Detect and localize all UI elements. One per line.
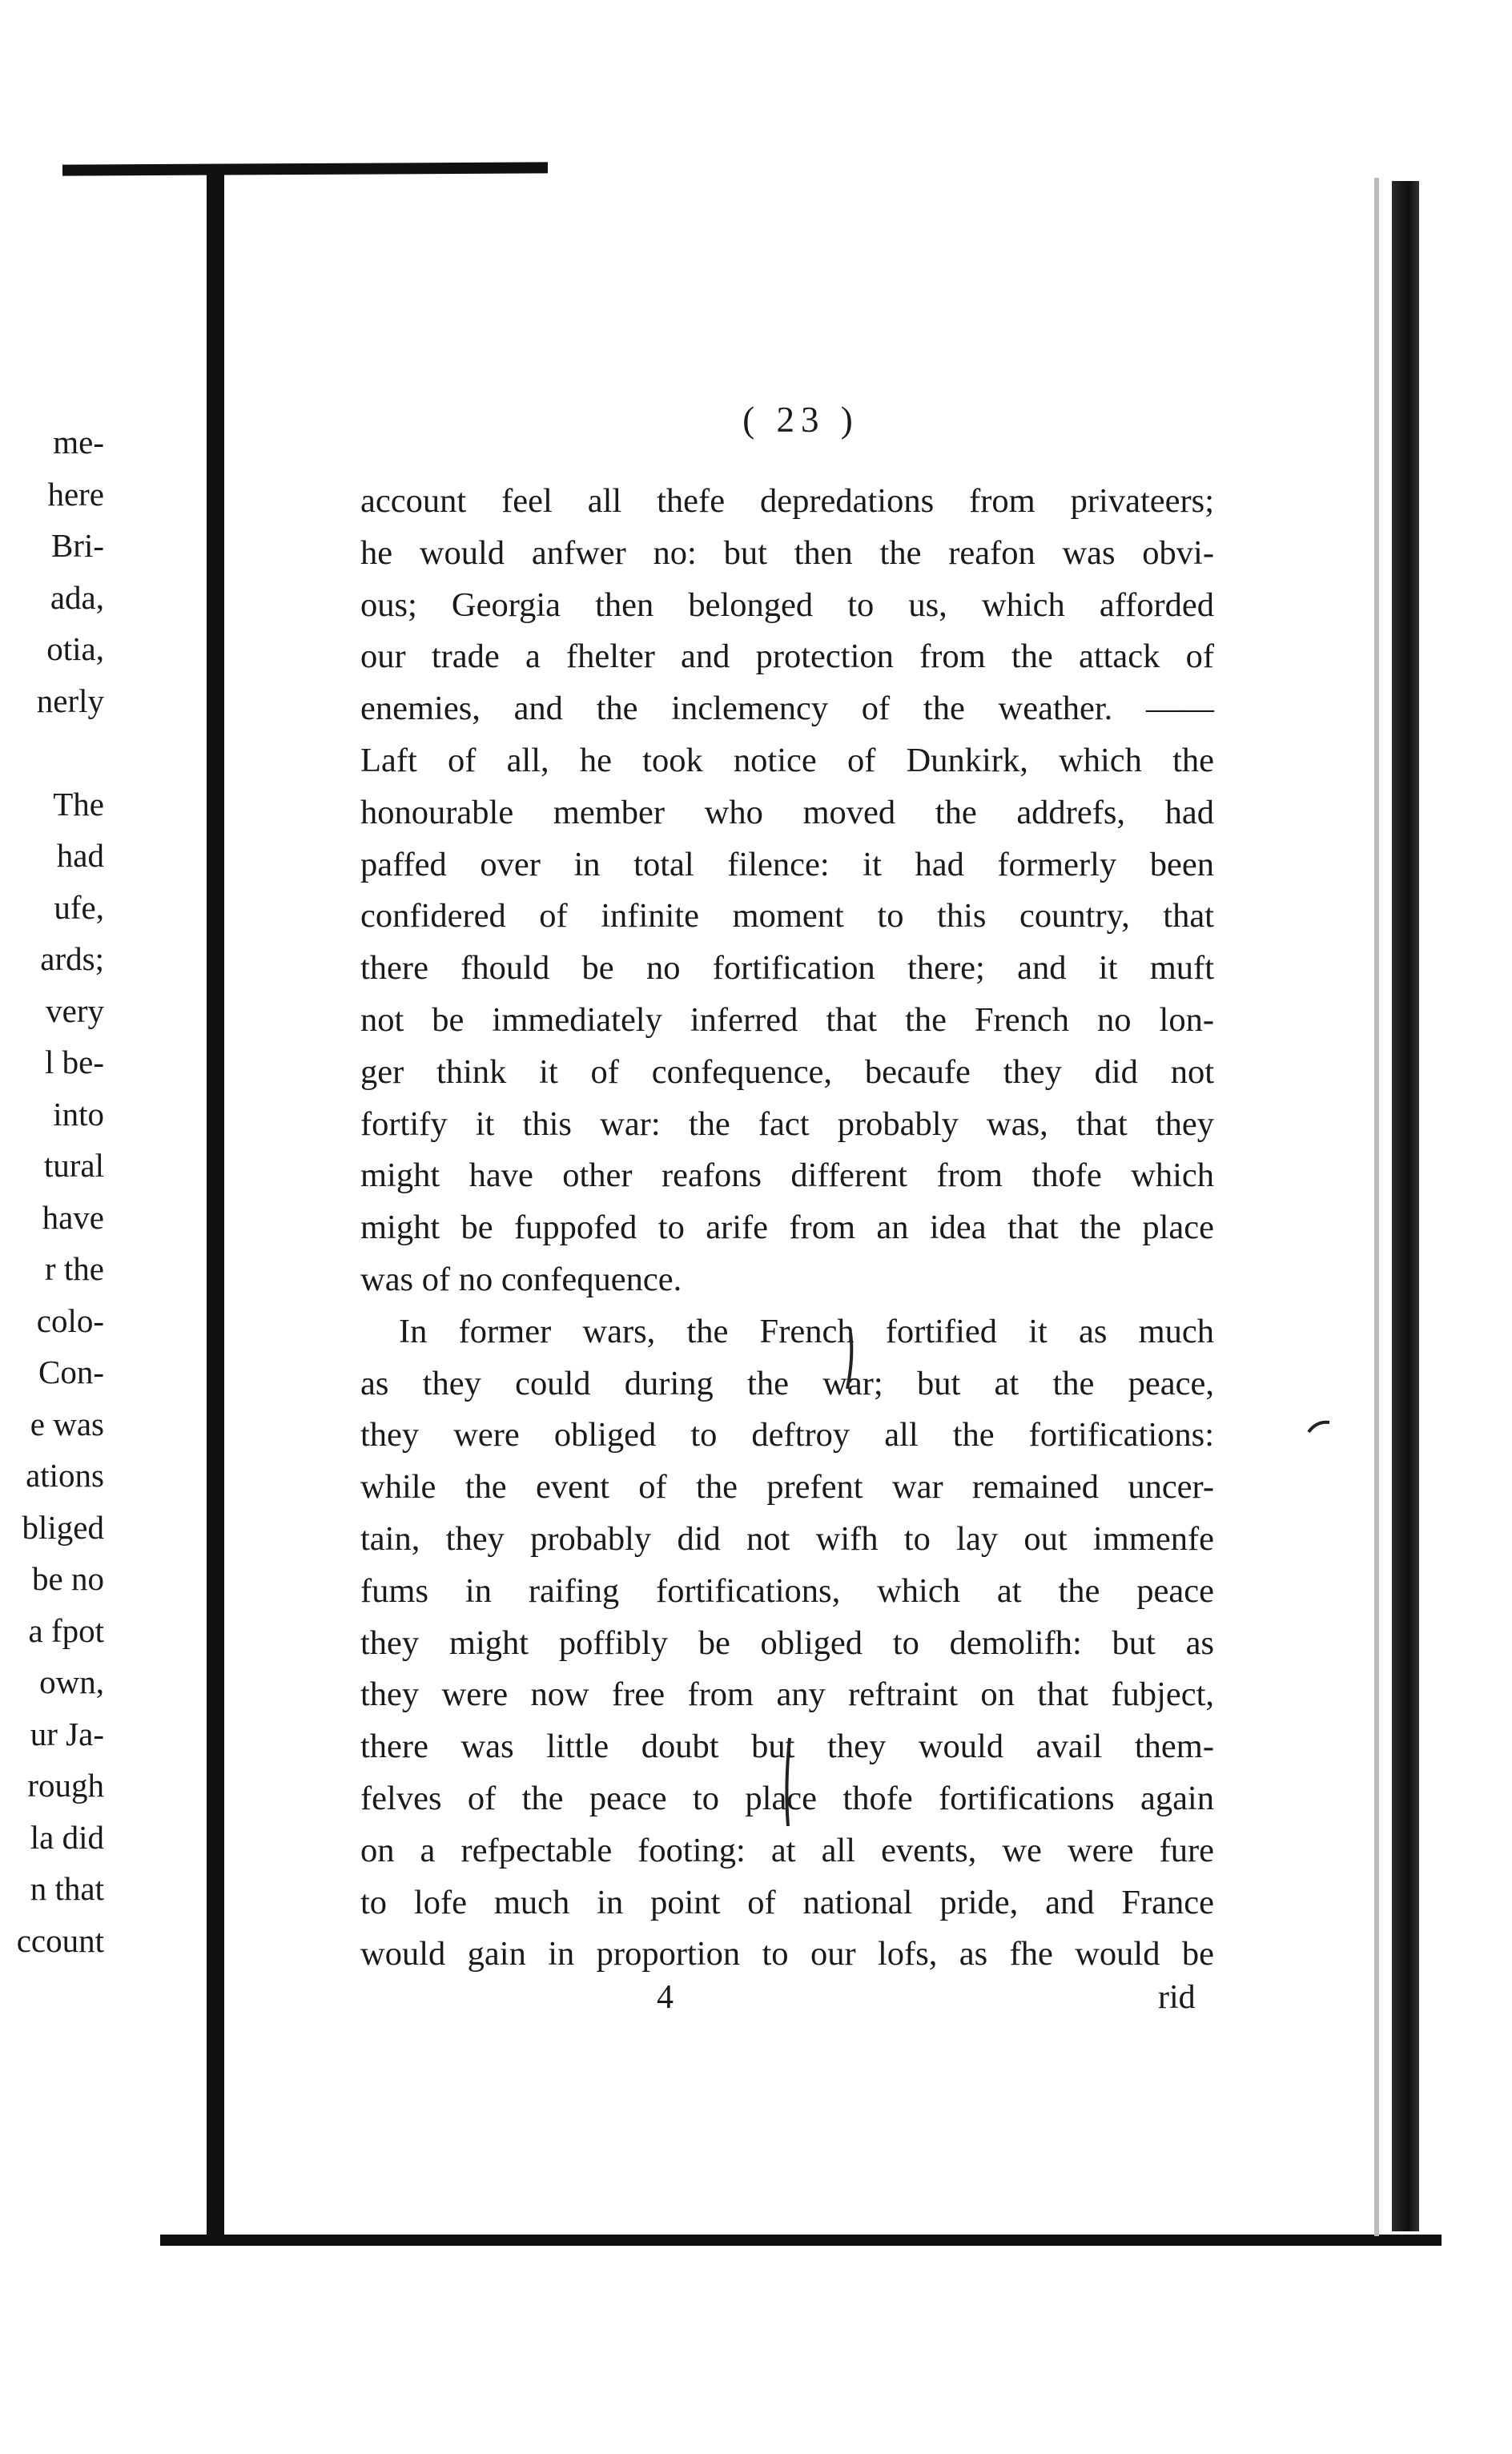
- pen-mark: [786, 1738, 790, 1826]
- text-line: would gain in proportion to our lofs, as fhe would be: [360, 1935, 1214, 1973]
- left-fragment: Bri-: [50, 527, 104, 564]
- text-line: they were obliged to deftroy all the fortifications:: [360, 1416, 1214, 1454]
- text-line: might be fuppofed to arife from an idea that the place: [360, 1209, 1214, 1247]
- pen-mark: [1309, 1422, 1329, 1432]
- left-fragment: into: [53, 1095, 104, 1132]
- left-fragment: otia,: [46, 630, 104, 667]
- text-line: confidered of infinite moment to this country, that: [360, 897, 1214, 935]
- text-line: Laft of all, he took notice of Dunkirk, which the: [360, 741, 1214, 779]
- left-fragment: colo-: [36, 1301, 104, 1339]
- left-fragment: n that: [30, 1870, 104, 1907]
- text-line: he would anfwer no: but then the reafon was obvi-: [360, 533, 1214, 572]
- text-line: enemies, and the inclemency of the weather. ——: [360, 690, 1214, 728]
- left-fragment: ccount: [16, 1921, 104, 1959]
- text-line: felves of the peace to place thofe fortifications again: [360, 1779, 1214, 1817]
- text-line: there fhould be no fortification there; and it muft: [360, 949, 1214, 988]
- left-fragment: l be-: [45, 1044, 104, 1080]
- text-line: was of no confequence.: [360, 1260, 682, 1298]
- text-line: while the event of the prefent war remained uncer-: [360, 1468, 1214, 1507]
- left-fragment: nerly: [36, 682, 104, 719]
- text-line: ous; Georgia then belonged to us, which afforded: [360, 585, 1214, 624]
- text-line: paffed over in total filence: it had formerly been: [360, 845, 1214, 883]
- left-fragment: bliged: [22, 1508, 104, 1546]
- left-fragment: ations: [26, 1457, 104, 1494]
- left-fragment: own,: [39, 1663, 104, 1700]
- signature-mark: 4: [657, 1979, 674, 2016]
- left-fragment: ur Ja-: [30, 1715, 104, 1752]
- left-fragment: had: [56, 837, 104, 874]
- text-line: ger think it of confequence, becaufe they did not: [360, 1052, 1214, 1091]
- left-fragment: ards;: [40, 940, 104, 977]
- text-line: might have other reafons different from thofe which: [360, 1157, 1214, 1195]
- left-fragment: here: [47, 475, 104, 513]
- text-line: as they could during the war; but at the peace,: [360, 1364, 1214, 1402]
- left-fragment: a fpot: [28, 1611, 104, 1649]
- left-fragment: very: [46, 992, 104, 1029]
- text-line: there was little doubt but they would avail them-: [360, 1728, 1214, 1766]
- page-number: ( 23 ): [742, 400, 859, 440]
- left-fragment: r the: [45, 1250, 104, 1287]
- text-line: they might poffibly be obliged to demolifh: but as: [360, 1623, 1214, 1662]
- left-fragment: Con-: [38, 1354, 104, 1390]
- left-fragment: ufe,: [54, 888, 104, 926]
- text-line: on a refpectable footing: at all events, we were fure: [360, 1831, 1214, 1869]
- text-line: honourable member who moved the addrefs, had: [360, 793, 1214, 831]
- left-fragment: rough: [27, 1767, 104, 1804]
- left-fragment: ada,: [50, 578, 104, 616]
- pen-mark: [847, 1333, 851, 1389]
- text-line: tain, they probably did not wifh to lay out immenfe: [360, 1519, 1214, 1558]
- catchword: rid: [1158, 1979, 1196, 2016]
- text-line: fums in raifing fortifications, which at the peace: [360, 1571, 1214, 1610]
- text-line: to lofe much in point of national pride, and France: [360, 1883, 1214, 1921]
- text-line: not be immediately inferred that the French no lon-: [360, 1000, 1214, 1039]
- text-line: account feel all thefe depredations from privateers;: [360, 482, 1214, 520]
- text-line: fortify it this war: the fact probably was, that they: [360, 1104, 1214, 1143]
- text-line: they were now free from any reftraint on that fubject,: [360, 1676, 1214, 1714]
- left-fragment: me-: [53, 424, 104, 461]
- text-line: our trade a fhelter and protection from the attack of: [360, 638, 1214, 676]
- left-fragment: have: [42, 1198, 104, 1236]
- left-fragment: la did: [30, 1818, 104, 1856]
- left-fragment: be no: [32, 1560, 104, 1597]
- left-fragment: The: [53, 785, 104, 823]
- text-line: In former wars, the French fortified it as much: [399, 1312, 1214, 1350]
- left-fragment: tural: [43, 1147, 104, 1184]
- left-fragment: e was: [30, 1405, 104, 1442]
